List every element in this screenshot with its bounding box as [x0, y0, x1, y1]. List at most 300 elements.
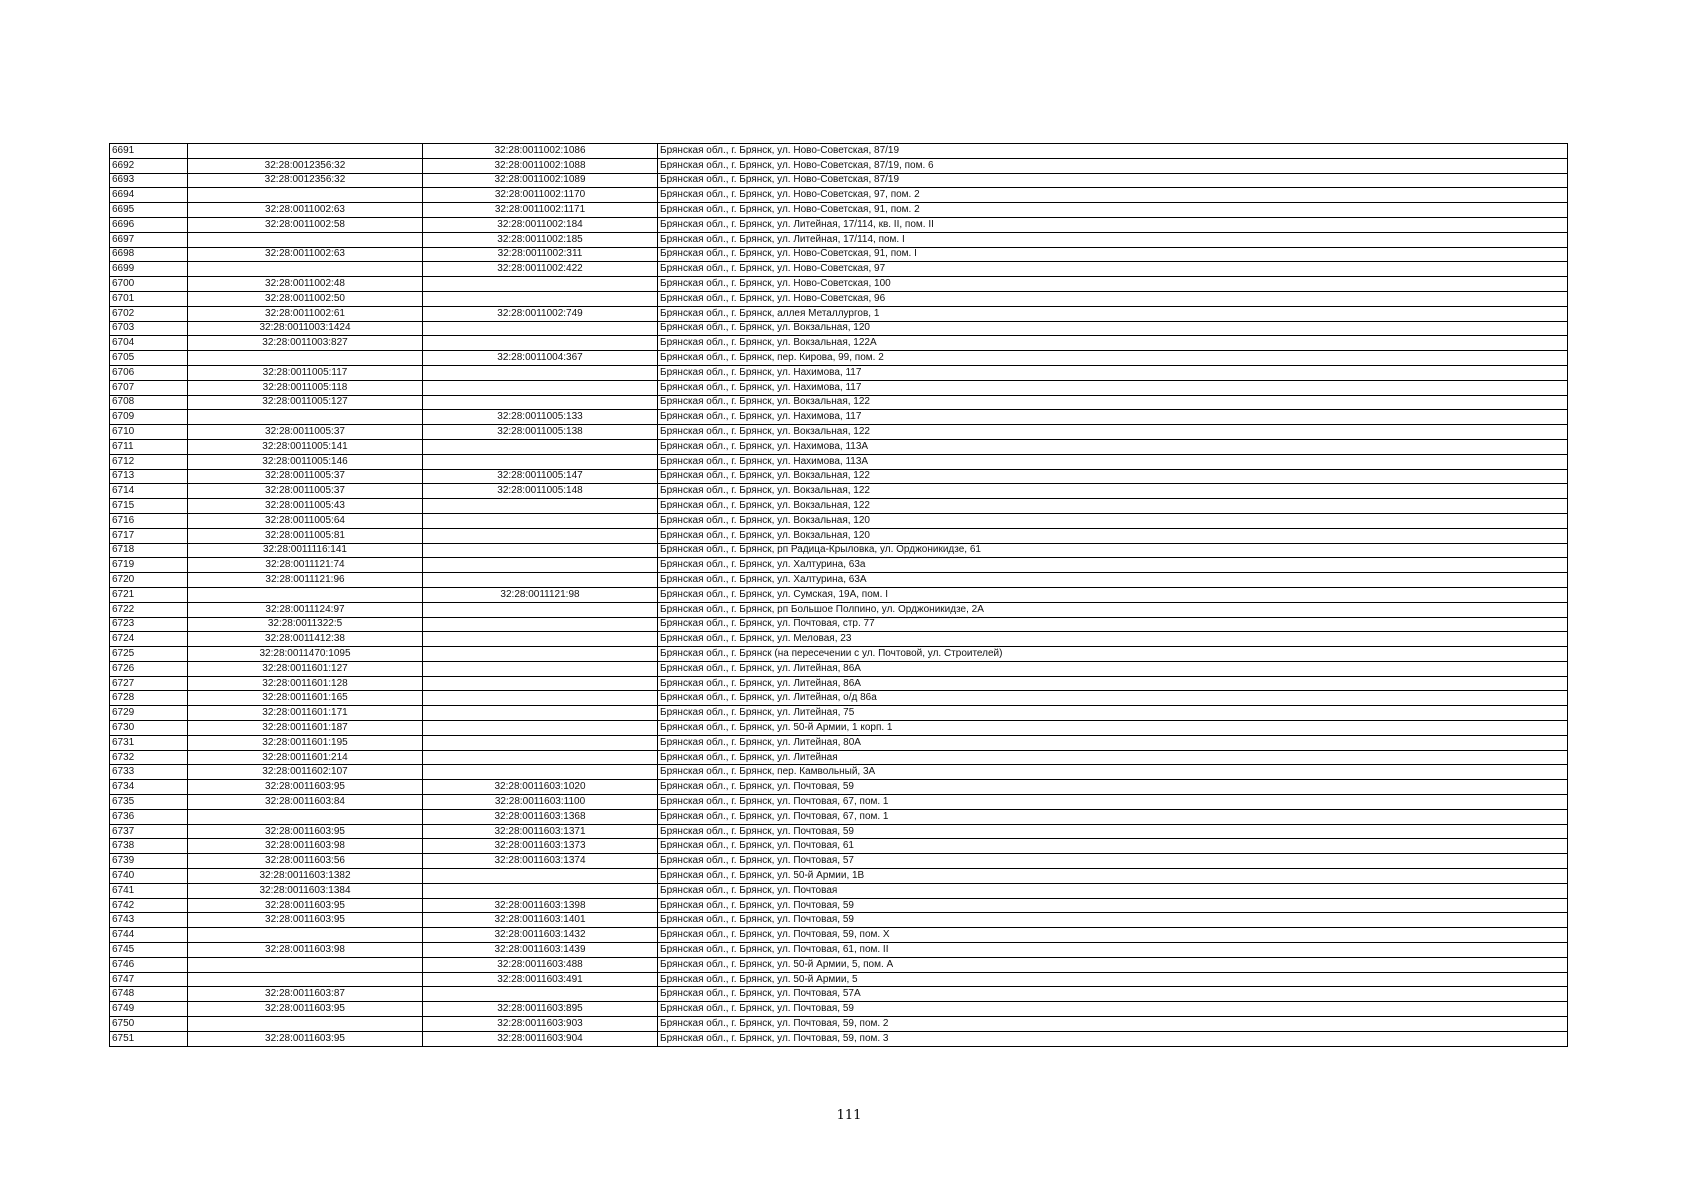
object-cadastral-number-cell — [423, 291, 658, 306]
row-number-cell: 6720 — [110, 573, 188, 588]
cadastral-number-cell: 32:28:0011005:43 — [188, 499, 423, 514]
row-number-cell: 6719 — [110, 558, 188, 573]
cadastral-number-cell: 32:28:0011002:50 — [188, 291, 423, 306]
row-number-cell: 6723 — [110, 617, 188, 632]
table-row — [110, 750, 1568, 765]
address-cell: Брянская обл., г. Брянск, пер. Кирова, 99, пом. 2 — [658, 351, 1568, 366]
page-number: 111 — [836, 1108, 862, 1123]
table-row — [110, 247, 1568, 262]
table-row — [110, 632, 1568, 647]
table-row — [110, 351, 1568, 366]
row-number-cell: 6701 — [110, 291, 188, 306]
row-number-cell: 6747 — [110, 972, 188, 987]
row-number-cell: 6749 — [110, 1002, 188, 1017]
table-row — [110, 957, 1568, 972]
cadastral-number-cell: 32:28:0011601:128 — [188, 676, 423, 691]
object-cadastral-number-cell: 32:28:0011603:1020 — [423, 780, 658, 795]
object-cadastral-number-cell: 32:28:0011603:1432 — [423, 928, 658, 943]
table-row — [110, 661, 1568, 676]
cadastral-number-cell: 32:28:0011603:95 — [188, 898, 423, 913]
address-cell: Брянская обл., г. Брянск, ул. Почтовая, 59 — [658, 1002, 1568, 1017]
object-cadastral-number-cell: 32:28:0011603:1368 — [423, 809, 658, 824]
table-row — [110, 735, 1568, 750]
cadastral-number-cell: 32:28:0011002:63 — [188, 203, 423, 218]
cadastral-number-cell: 32:28:0011601:195 — [188, 735, 423, 750]
row-number-cell: 6745 — [110, 943, 188, 958]
table-row — [110, 291, 1568, 306]
object-cadastral-number-cell: 32:28:0011121:98 — [423, 587, 658, 602]
table-row — [110, 528, 1568, 543]
object-cadastral-number-cell: 32:28:0011002:1088 — [423, 158, 658, 173]
address-cell: Брянская обл., г. Брянск, ул. Почтовая, 59 — [658, 824, 1568, 839]
cadastral-number-cell: 32:28:0011005:117 — [188, 365, 423, 380]
object-cadastral-number-cell: 32:28:0011603:1371 — [423, 824, 658, 839]
cadastral-number-cell: 32:28:0011002:61 — [188, 306, 423, 321]
row-number-cell: 6711 — [110, 439, 188, 454]
object-cadastral-number-cell — [423, 883, 658, 898]
table-row — [110, 617, 1568, 632]
row-number-cell: 6725 — [110, 647, 188, 662]
address-cell: Брянская обл., г. Брянск, ул. Почтовая, 59 — [658, 898, 1568, 913]
table-row — [110, 647, 1568, 662]
table-row — [110, 706, 1568, 721]
address-cell: Брянская обл., г. Брянск, ул. Халтурина, 63а — [658, 558, 1568, 573]
object-cadastral-number-cell: 32:28:0011603:1439 — [423, 943, 658, 958]
table-row — [110, 765, 1568, 780]
cadastral-number-cell: 32:28:0011603:95 — [188, 913, 423, 928]
address-cell: Брянская обл., г. Брянск, рп Радица-Крыловка, ул. Орджоникидзе, 61 — [658, 543, 1568, 558]
address-cell: Брянская обл., г. Брянск, ул. Вокзальная, 122 — [658, 425, 1568, 440]
row-number-cell: 6742 — [110, 898, 188, 913]
address-cell: Брянская обл., г. Брянск, ул. Вокзальная, 120 — [658, 528, 1568, 543]
address-cell: Брянская обл., г. Брянск, ул. Вокзальная, 122 — [658, 499, 1568, 514]
address-cell: Брянская обл., г. Брянск, ул. Вокзальная, 122А — [658, 336, 1568, 351]
row-number-cell: 6737 — [110, 824, 188, 839]
address-cell: Брянская обл., г. Брянск, ул. Почтовая, стр. 77 — [658, 617, 1568, 632]
row-number-cell: 6703 — [110, 321, 188, 336]
object-cadastral-number-cell — [423, 543, 658, 558]
object-cadastral-number-cell: 32:28:0011603:895 — [423, 1002, 658, 1017]
address-cell: Брянская обл., г. Брянск, ул. Вокзальная, 120 — [658, 321, 1568, 336]
object-cadastral-number-cell: 32:28:0011603:488 — [423, 957, 658, 972]
address-cell: Брянская обл., г. Брянск, ул. Ново-Советская, 100 — [658, 277, 1568, 292]
object-cadastral-number-cell — [423, 987, 658, 1002]
row-number-cell: 6722 — [110, 602, 188, 617]
cadastral-number-cell: 32:28:0011005:37 — [188, 425, 423, 440]
address-cell: Брянская обл., г. Брянск, ул. Ново-Советская, 87/19 — [658, 144, 1568, 159]
table-row — [110, 380, 1568, 395]
row-number-cell: 6692 — [110, 158, 188, 173]
cadastral-number-cell: 32:28:0011603:98 — [188, 839, 423, 854]
row-number-cell: 6710 — [110, 425, 188, 440]
table-row — [110, 898, 1568, 913]
address-cell: Брянская обл., г. Брянск, ул. 50-й Армии, 5 — [658, 972, 1568, 987]
address-cell: Брянская обл., г. Брянск (на пересечении с ул. Почтовой, ул. Строителей) — [658, 647, 1568, 662]
table-row — [110, 869, 1568, 884]
object-cadastral-number-cell — [423, 380, 658, 395]
row-number-cell: 6738 — [110, 839, 188, 854]
address-cell: Брянская обл., г. Брянск, ул. Почтовая, 57 — [658, 854, 1568, 869]
address-cell: Брянская обл., г. Брянск, ул. Почтовая, 61, пом. II — [658, 943, 1568, 958]
address-cell: Брянская обл., г. Брянск, ул. Литейная, 75 — [658, 706, 1568, 721]
address-cell: Брянская обл., г. Брянск, ул. Почтовая, 61 — [658, 839, 1568, 854]
table-row — [110, 203, 1568, 218]
address-cell: Брянская обл., г. Брянск, ул. 50-й Армии, 1В — [658, 869, 1568, 884]
object-cadastral-number-cell — [423, 336, 658, 351]
cadastral-number-cell — [188, 144, 423, 159]
cadastral-number-cell: 32:28:0011003:827 — [188, 336, 423, 351]
cadastral-number-cell: 32:28:0011005:127 — [188, 395, 423, 410]
address-cell: Брянская обл., г. Брянск, ул. Почтовая, 67, пом. 1 — [658, 795, 1568, 810]
cadastral-number-cell: 32:28:0011322:5 — [188, 617, 423, 632]
table-row — [110, 262, 1568, 277]
address-cell: Брянская обл., г. Брянск, ул. Нахимова, 113А — [658, 454, 1568, 469]
table-row — [110, 321, 1568, 336]
cadastral-number-cell: 32:28:0011005:81 — [188, 528, 423, 543]
row-number-cell: 6730 — [110, 721, 188, 736]
table-row — [110, 1002, 1568, 1017]
cadastral-number-cell — [188, 972, 423, 987]
object-cadastral-number-cell: 32:28:0011002:1170 — [423, 188, 658, 203]
table-row — [110, 795, 1568, 810]
cadastral-number-cell: 32:28:0011603:95 — [188, 780, 423, 795]
address-cell: Брянская обл., г. Брянск, ул. Ново-Советская, 91, пом. I — [658, 247, 1568, 262]
table-row — [110, 439, 1568, 454]
address-cell: Брянская обл., г. Брянск, ул. Нахимова, 117 — [658, 410, 1568, 425]
table-row — [110, 721, 1568, 736]
address-cell: Брянская обл., г. Брянск, ул. Литейная, 80А — [658, 735, 1568, 750]
cadastral-number-cell: 32:28:0011601:127 — [188, 661, 423, 676]
row-number-cell: 6727 — [110, 676, 188, 691]
cadastral-number-cell: 32:28:0011005:118 — [188, 380, 423, 395]
row-number-cell: 6721 — [110, 587, 188, 602]
cadastral-number-cell: 32:28:0011601:214 — [188, 750, 423, 765]
table-row — [110, 454, 1568, 469]
object-cadastral-number-cell — [423, 661, 658, 676]
object-cadastral-number-cell: 32:28:0011603:1373 — [423, 839, 658, 854]
row-number-cell: 6691 — [110, 144, 188, 159]
table-row — [110, 691, 1568, 706]
cadastral-number-cell: 32:28:0011002:48 — [188, 277, 423, 292]
object-cadastral-number-cell: 32:28:0011002:185 — [423, 232, 658, 247]
address-cell: Брянская обл., г. Брянск, ул. Ново-Советская, 91, пом. 2 — [658, 203, 1568, 218]
address-cell: Брянская обл., г. Брянск, ул. Почтовая, 59 — [658, 913, 1568, 928]
row-number-cell: 6697 — [110, 232, 188, 247]
cadastral-number-cell: 32:28:0011121:96 — [188, 573, 423, 588]
row-number-cell: 6713 — [110, 469, 188, 484]
row-number-cell: 6714 — [110, 484, 188, 499]
address-cell: Брянская обл., г. Брянск, ул. Почтовая, 57А — [658, 987, 1568, 1002]
row-number-cell: 6740 — [110, 869, 188, 884]
row-number-cell: 6693 — [110, 173, 188, 188]
object-cadastral-number-cell: 32:28:0011002:311 — [423, 247, 658, 262]
object-cadastral-number-cell: 32:28:0011603:491 — [423, 972, 658, 987]
address-cell: Брянская обл., г. Брянск, пер. Камвольный, 3А — [658, 765, 1568, 780]
table-row — [110, 410, 1568, 425]
object-cadastral-number-cell — [423, 528, 658, 543]
table-row — [110, 780, 1568, 795]
address-cell: Брянская обл., г. Брянск, ул. Нахимова, 113А — [658, 439, 1568, 454]
table-row — [110, 676, 1568, 691]
row-number-cell: 6712 — [110, 454, 188, 469]
cadastral-number-cell: 32:28:0011412:38 — [188, 632, 423, 647]
table-row — [110, 513, 1568, 528]
cadastral-number-cell: 32:28:0011603:95 — [188, 1002, 423, 1017]
row-number-cell: 6748 — [110, 987, 188, 1002]
row-number-cell: 6696 — [110, 217, 188, 232]
object-cadastral-number-cell — [423, 647, 658, 662]
row-number-cell: 6695 — [110, 203, 188, 218]
cadastral-number-cell: 32:28:0011116:141 — [188, 543, 423, 558]
row-number-cell: 6706 — [110, 365, 188, 380]
row-number-cell: 6704 — [110, 336, 188, 351]
address-cell: Брянская обл., г. Брянск, ул. Халтурина, 63А — [658, 573, 1568, 588]
address-cell: Брянская обл., г. Брянск, ул. Ново-Советская, 96 — [658, 291, 1568, 306]
table-row — [110, 943, 1568, 958]
object-cadastral-number-cell: 32:28:0011005:148 — [423, 484, 658, 499]
cadastral-number-cell: 32:28:0011005:146 — [188, 454, 423, 469]
cadastral-number-cell: 32:28:0011601:187 — [188, 721, 423, 736]
row-number-cell: 6731 — [110, 735, 188, 750]
table-row — [110, 824, 1568, 839]
object-cadastral-number-cell — [423, 365, 658, 380]
table-row — [110, 188, 1568, 203]
row-number-cell: 6694 — [110, 188, 188, 203]
table-row — [110, 173, 1568, 188]
cadastral-number-cell — [188, 809, 423, 824]
table-row — [110, 854, 1568, 869]
cadastral-number-cell: 32:28:0011005:141 — [188, 439, 423, 454]
object-cadastral-number-cell — [423, 573, 658, 588]
address-cell: Брянская обл., г. Брянск, ул. Ново-Советская, 97 — [658, 262, 1568, 277]
row-number-cell: 6750 — [110, 1017, 188, 1032]
object-cadastral-number-cell: 32:28:0011002:1171 — [423, 203, 658, 218]
row-number-cell: 6702 — [110, 306, 188, 321]
table-row — [110, 365, 1568, 380]
row-number-cell: 6699 — [110, 262, 188, 277]
row-number-cell: 6716 — [110, 513, 188, 528]
address-cell: Брянская обл., г. Брянск, ул. 50-й Армии, 1 корп. 1 — [658, 721, 1568, 736]
row-number-cell: 6718 — [110, 543, 188, 558]
address-cell: Брянская обл., г. Брянск, ул. Литейная, 86А — [658, 661, 1568, 676]
table-row — [110, 839, 1568, 854]
address-cell: Брянская обл., г. Брянск, ул. Меловая, 23 — [658, 632, 1568, 647]
object-cadastral-number-cell — [423, 513, 658, 528]
object-cadastral-number-cell — [423, 439, 658, 454]
address-cell: Брянская обл., г. Брянск, ул. Почтовая, 59 — [658, 780, 1568, 795]
cadastral-number-cell — [188, 410, 423, 425]
table-row — [110, 913, 1568, 928]
object-cadastral-number-cell — [423, 277, 658, 292]
object-cadastral-number-cell: 32:28:0011002:184 — [423, 217, 658, 232]
table-row — [110, 928, 1568, 943]
cadastral-number-cell — [188, 262, 423, 277]
object-cadastral-number-cell — [423, 706, 658, 721]
cadastral-number-cell: 32:28:0011603:1384 — [188, 883, 423, 898]
table-row — [110, 543, 1568, 558]
object-cadastral-number-cell — [423, 735, 658, 750]
table-row — [110, 484, 1568, 499]
address-cell: Брянская обл., г. Брянск, ул. Почтовая — [658, 883, 1568, 898]
object-cadastral-number-cell: 32:28:0011002:1086 — [423, 144, 658, 159]
cadastral-number-cell: 32:28:0011124:97 — [188, 602, 423, 617]
cadastral-number-cell — [188, 1017, 423, 1032]
address-cell: Брянская обл., г. Брянск, ул. Литейная, о/д 86а — [658, 691, 1568, 706]
cadastral-number-cell: 32:28:0011470:1095 — [188, 647, 423, 662]
row-number-cell: 6705 — [110, 351, 188, 366]
address-cell: Брянская обл., г. Брянск, ул. Сумская, 19А, пом. I — [658, 587, 1568, 602]
row-number-cell: 6728 — [110, 691, 188, 706]
object-cadastral-number-cell — [423, 691, 658, 706]
object-cadastral-number-cell: 32:28:0011002:749 — [423, 306, 658, 321]
cadastral-number-cell: 32:28:0011603:95 — [188, 1031, 423, 1046]
row-number-cell: 6741 — [110, 883, 188, 898]
cadastral-number-cell — [188, 188, 423, 203]
cadastral-number-cell: 32:28:0011121:74 — [188, 558, 423, 573]
row-number-cell: 6700 — [110, 277, 188, 292]
row-number-cell: 6751 — [110, 1031, 188, 1046]
object-cadastral-number-cell — [423, 869, 658, 884]
table-row — [110, 972, 1568, 987]
address-cell: Брянская обл., г. Брянск, ул. Нахимова, 117 — [658, 380, 1568, 395]
object-cadastral-number-cell: 32:28:0011002:422 — [423, 262, 658, 277]
address-cell: Брянская обл., г. Брянск, ул. Вокзальная, 122 — [658, 484, 1568, 499]
row-number-cell: 6743 — [110, 913, 188, 928]
cadastral-number-cell: 32:28:0011603:1382 — [188, 869, 423, 884]
address-cell: Брянская обл., г. Брянск, ул. Литейная — [658, 750, 1568, 765]
table-row — [110, 425, 1568, 440]
object-cadastral-number-cell: 32:28:0011005:138 — [423, 425, 658, 440]
table-row — [110, 883, 1568, 898]
row-number-cell: 6734 — [110, 780, 188, 795]
cadastral-number-cell — [188, 957, 423, 972]
cadastral-number-cell: 32:28:0011003:1424 — [188, 321, 423, 336]
address-cell: Брянская обл., г. Брянск, ул. Ново-Советская, 87/19, пом. 6 — [658, 158, 1568, 173]
address-cell: Брянская обл., г. Брянск, ул. Литейная, 86А — [658, 676, 1568, 691]
object-cadastral-number-cell: 32:28:0011603:1398 — [423, 898, 658, 913]
row-number-cell: 6744 — [110, 928, 188, 943]
address-cell: Брянская обл., г. Брянск, аллея Металлургов, 1 — [658, 306, 1568, 321]
address-cell: Брянская обл., г. Брянск, ул. Вокзальная, 122 — [658, 469, 1568, 484]
cadastral-number-cell: 32:28:0011002:58 — [188, 217, 423, 232]
address-cell: Брянская обл., г. Брянск, ул. 50-й Армии, 5, пом. А — [658, 957, 1568, 972]
object-cadastral-number-cell: 32:28:0011603:1100 — [423, 795, 658, 810]
table-row — [110, 469, 1568, 484]
cadastral-number-cell: 32:28:0011603:98 — [188, 943, 423, 958]
table-row — [110, 602, 1568, 617]
row-number-cell: 6717 — [110, 528, 188, 543]
cadastral-number-cell — [188, 351, 423, 366]
row-number-cell: 6708 — [110, 395, 188, 410]
table-row — [110, 587, 1568, 602]
row-number-cell: 6735 — [110, 795, 188, 810]
registry-table-body — [110, 144, 1568, 1047]
table-row — [110, 277, 1568, 292]
object-cadastral-number-cell — [423, 632, 658, 647]
table-row — [110, 1031, 1568, 1046]
row-number-cell: 6724 — [110, 632, 188, 647]
object-cadastral-number-cell — [423, 395, 658, 410]
object-cadastral-number-cell: 32:28:0011603:904 — [423, 1031, 658, 1046]
object-cadastral-number-cell: 32:28:0011004:367 — [423, 351, 658, 366]
address-cell: Брянская обл., г. Брянск, ул. Ново-Советская, 97, пом. 2 — [658, 188, 1568, 203]
object-cadastral-number-cell: 32:28:0011603:903 — [423, 1017, 658, 1032]
cadastral-number-cell: 32:28:0011602:107 — [188, 765, 423, 780]
table-row — [110, 158, 1568, 173]
row-number-cell: 6709 — [110, 410, 188, 425]
object-cadastral-number-cell — [423, 558, 658, 573]
object-cadastral-number-cell — [423, 499, 658, 514]
object-cadastral-number-cell: 32:28:0011603:1401 — [423, 913, 658, 928]
table-row — [110, 306, 1568, 321]
address-cell: Брянская обл., г. Брянск, ул. Литейная, 17/114, пом. I — [658, 232, 1568, 247]
address-cell: Брянская обл., г. Брянск, рп Большое Полпино, ул. Орджоникидзе, 2А — [658, 602, 1568, 617]
registry-table — [109, 143, 1568, 1047]
row-number-cell: 6732 — [110, 750, 188, 765]
cadastral-number-cell — [188, 587, 423, 602]
row-number-cell: 6729 — [110, 706, 188, 721]
table-row — [110, 217, 1568, 232]
object-cadastral-number-cell: 32:28:0011002:1089 — [423, 173, 658, 188]
row-number-cell: 6733 — [110, 765, 188, 780]
table-row — [110, 1017, 1568, 1032]
address-cell: Брянская обл., г. Брянск, ул. Почтовая, 59, пом. 2 — [658, 1017, 1568, 1032]
object-cadastral-number-cell: 32:28:0011603:1374 — [423, 854, 658, 869]
cadastral-number-cell: 32:28:0011603:56 — [188, 854, 423, 869]
row-number-cell: 6715 — [110, 499, 188, 514]
table-row — [110, 573, 1568, 588]
cadastral-number-cell: 32:28:0012356:32 — [188, 173, 423, 188]
address-cell: Брянская обл., г. Брянск, ул. Почтовая, 59, пом. X — [658, 928, 1568, 943]
table-row — [110, 987, 1568, 1002]
address-cell: Брянская обл., г. Брянск, ул. Почтовая, 59, пом. 3 — [658, 1031, 1568, 1046]
object-cadastral-number-cell — [423, 765, 658, 780]
cadastral-number-cell: 32:28:0011603:87 — [188, 987, 423, 1002]
table-row — [110, 232, 1568, 247]
row-number-cell: 6707 — [110, 380, 188, 395]
object-cadastral-number-cell — [423, 617, 658, 632]
table-row — [110, 336, 1568, 351]
row-number-cell: 6736 — [110, 809, 188, 824]
table-row — [110, 809, 1568, 824]
cadastral-number-cell — [188, 928, 423, 943]
row-number-cell: 6726 — [110, 661, 188, 676]
object-cadastral-number-cell — [423, 602, 658, 617]
table-row — [110, 558, 1568, 573]
table-row — [110, 144, 1568, 159]
table-row — [110, 395, 1568, 410]
cadastral-number-cell: 32:28:0011005:37 — [188, 484, 423, 499]
row-number-cell: 6698 — [110, 247, 188, 262]
cadastral-number-cell — [188, 232, 423, 247]
cadastral-number-cell: 32:28:0011005:37 — [188, 469, 423, 484]
object-cadastral-number-cell — [423, 676, 658, 691]
cadastral-number-cell: 32:28:0012356:32 — [188, 158, 423, 173]
address-cell: Брянская обл., г. Брянск, ул. Ново-Советская, 87/19 — [658, 173, 1568, 188]
address-cell: Брянская обл., г. Брянск, ул. Вокзальная, 122 — [658, 395, 1568, 410]
object-cadastral-number-cell — [423, 750, 658, 765]
table-row — [110, 499, 1568, 514]
row-number-cell: 6746 — [110, 957, 188, 972]
object-cadastral-number-cell — [423, 454, 658, 469]
object-cadastral-number-cell: 32:28:0011005:133 — [423, 410, 658, 425]
cadastral-number-cell: 32:28:0011601:171 — [188, 706, 423, 721]
cadastral-number-cell: 32:28:0011005:64 — [188, 513, 423, 528]
cadastral-number-cell: 32:28:0011002:63 — [188, 247, 423, 262]
address-cell: Брянская обл., г. Брянск, ул. Литейная, 17/114, кв. II, пом. II — [658, 217, 1568, 232]
address-cell: Брянская обл., г. Брянск, ул. Нахимова, 117 — [658, 365, 1568, 380]
object-cadastral-number-cell: 32:28:0011005:147 — [423, 469, 658, 484]
